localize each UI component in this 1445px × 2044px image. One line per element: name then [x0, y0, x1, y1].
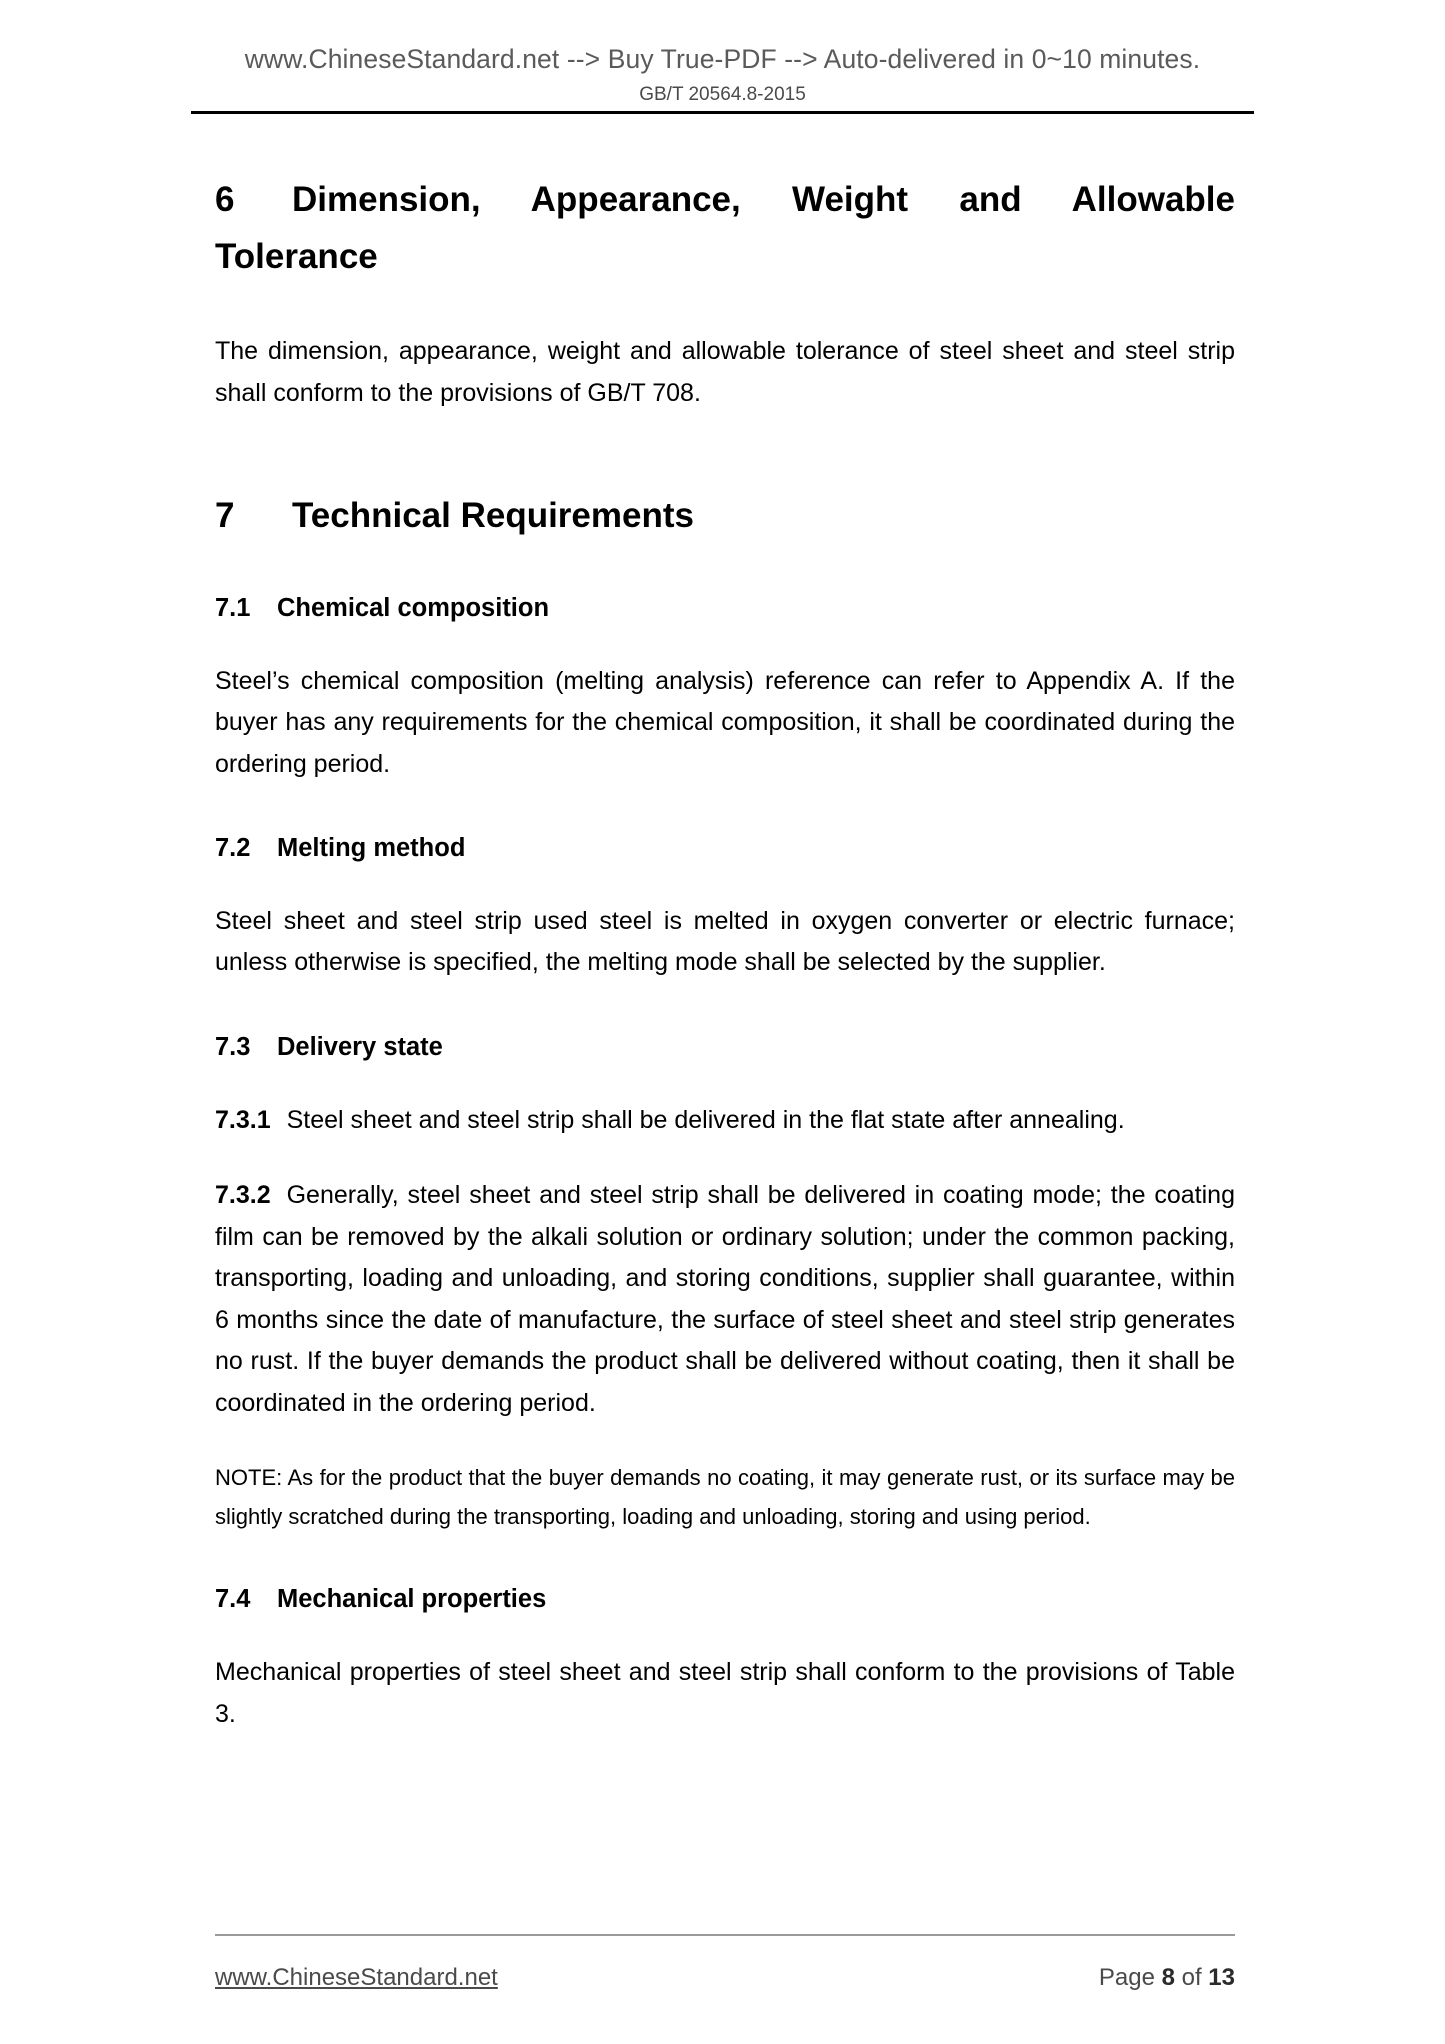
paragraph-section-7-3-1: [215, 1100, 1235, 1142]
heading-6-title-line1: Dimension, Appearance, Weight and Allowable: [292, 180, 1235, 219]
note-section-7-3: NOTE: As for the product that the buyer demands no coating, it may generate rust, or its surface may be slightly scratched during the transporting, loading and unloading, storing and using period.: [215, 1465, 1235, 1530]
heading-7-title: Technical Requirements: [292, 496, 694, 536]
paragraph-section-7-2: Steel sheet and steel strip used steel is melted in oxygen converter or electric furnace; unless otherwise is specified, the melting mode shall be selected by the supplier.: [215, 906, 1235, 977]
heading-7-1-title: Chemical composition: [277, 594, 550, 623]
header-divider: [191, 111, 1254, 114]
heading-7-3-number: 7.3: [215, 1032, 251, 1061]
heading-7-1-number: 7.1: [215, 594, 251, 623]
heading-section-6: [215, 172, 1235, 229]
heading-6-number: 6: [215, 180, 235, 219]
standard-number: GB/T 20564.8-2015: [639, 84, 806, 105]
spacer: [215, 414, 1235, 488]
page-header: [0, 0, 1445, 114]
heading-section-7-2: [215, 831, 1235, 867]
spacer: [215, 984, 1235, 1030]
spacer: [215, 285, 1235, 331]
heading-6-title-line2: Tolerance: [215, 236, 378, 276]
clause-7-3-1-number: 7.3.1: [215, 1105, 271, 1134]
heading-7-4-title: Mechanical properties: [277, 1585, 547, 1614]
page-footer: [215, 1934, 1235, 1992]
heading-section-7-1: [215, 591, 1235, 627]
page-current-number: 8: [1161, 1964, 1175, 1991]
paragraph-section-7-1: Steel’s chemical composition (melting analysis) reference can refer to Appendix A. If the buyer has any requirements for the chemical composition, it shall be coordinated during the ordering period.: [215, 666, 1235, 778]
heading-7-3-title: Delivery state: [277, 1032, 443, 1061]
watermark-promo-text: www.ChineseStandard.net --> Buy True-PDF --> Auto-delivered in 0~10 minutes.: [244, 44, 1201, 74]
heading-section-7-3: [215, 1030, 1235, 1066]
spacer: [215, 1141, 1235, 1175]
spacer: [215, 1536, 1235, 1582]
page-total-number: 13: [1208, 1964, 1235, 1991]
spacer: [215, 785, 1235, 831]
heading-7-number: 7: [215, 496, 235, 536]
paragraph-section-6: The dimension, appearance, weight and allowable tolerance of steel sheet and steel strip shall conform to the provisions of GB/T 708.: [215, 337, 1235, 407]
spacer: [215, 1424, 1235, 1458]
spacer: [215, 1066, 1235, 1100]
page-number-indicator: [1099, 1964, 1235, 1992]
clause-7-3-2-number: 7.3.2: [215, 1181, 271, 1210]
document-body: [215, 172, 1235, 1735]
page-label-prefix: Page: [1098, 1964, 1162, 1991]
clause-7-3-1-text: Steel sheet and steel strip shall be delivered in the flat state after annealing.: [286, 1105, 1125, 1134]
heading-7-4-number: 7.4: [215, 1585, 251, 1614]
spacer: [215, 627, 1235, 661]
paragraph-section-7-4: Mechanical properties of steel sheet and steel strip shall conform to the provisions of Table 3.: [215, 1658, 1235, 1728]
page-label-middle: of: [1174, 1964, 1209, 1991]
spacer: [215, 867, 1235, 901]
footer-divider: [215, 1934, 1235, 1936]
footer-row: [215, 1964, 1235, 1992]
paragraph-section-7-3-2: [215, 1175, 1235, 1424]
heading-section-6-cont: [215, 229, 1235, 286]
spacer: [215, 1618, 1235, 1652]
spacer: [215, 545, 1235, 591]
heading-section-7: [215, 488, 1235, 545]
heading-section-7-4: [215, 1582, 1235, 1618]
heading-7-2-title: Melting method: [277, 834, 466, 863]
heading-7-2-number: 7.2: [215, 834, 251, 863]
footer-site-link[interactable]: www.ChineseStandard.net: [215, 1964, 498, 1991]
clause-7-3-2-text: Generally, steel sheet and steel strip shall be delivered in coating mode; the coating film can be removed by the alkali solution or ordinary solution; under the common packing, transporting, loading and unloading, and storing conditions, supplier shall guarantee, within 6 months since the date of manufacture, the surface of steel sheet and steel strip generates no rust. If the buyer demands the product shall be delivered without coating, then it shall be coordinated in the ordering period.: [215, 1181, 1235, 1417]
